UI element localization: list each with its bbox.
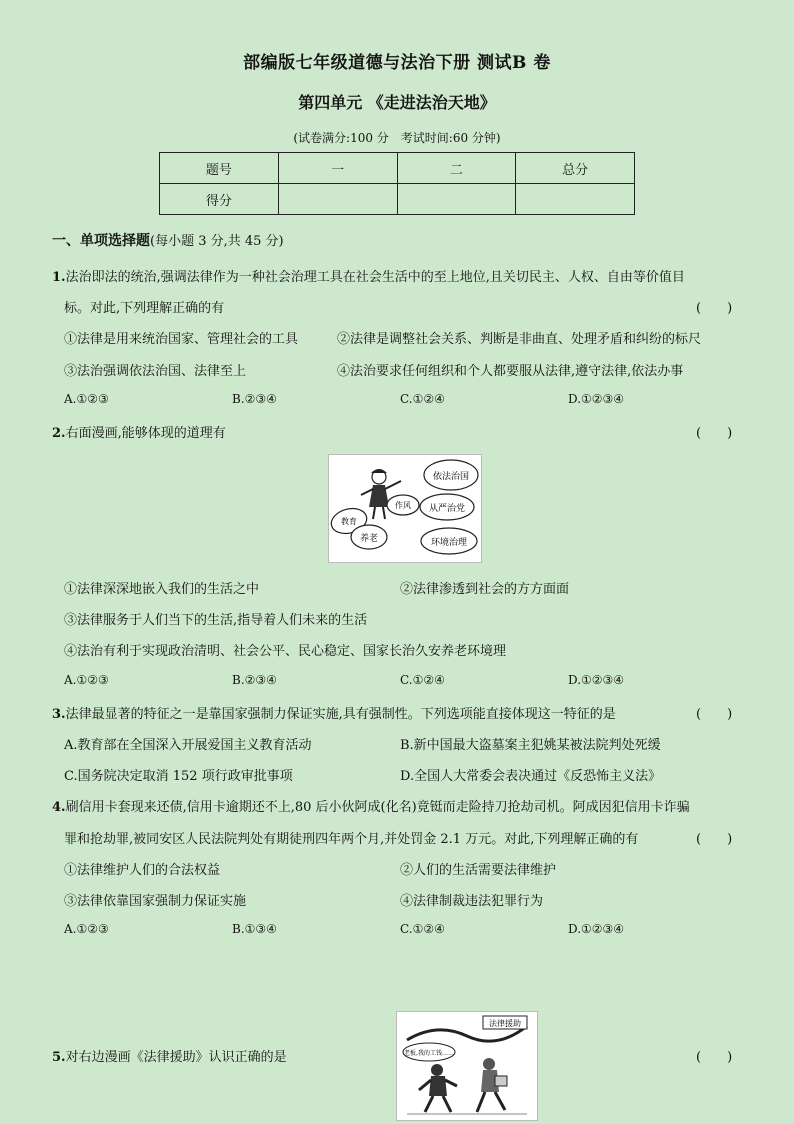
cartoon-legal-aid [396,1011,538,1121]
answer-blank[interactable]: ( ) [696,832,733,847]
statement-1: ①法律深深地嵌入我们的生活之中 [64,582,260,597]
question-text: 法律最显著的特征之一是靠国家强制力保证实施,具有强制性。下列选项能直接体现这一特征的是 [65,707,616,722]
bubble-text: 教育 [341,517,357,526]
option-b[interactable]: B.②③④ [232,392,277,406]
section-note: (每小题 3 分,共 45 分) [150,234,284,249]
option-b[interactable]: B.②③④ [232,673,277,687]
score-cell: 二 [397,153,516,184]
option-c[interactable]: C.①②④ [400,673,445,687]
statement-2: ②人们的生活需要法律维护 [400,863,557,878]
bubble-text: 作风 [395,501,411,510]
statement-1: ①法律是用来统治国家、管理社会的工具 [64,332,299,347]
answer-blank[interactable]: ( ) [696,426,733,441]
question-number: 3. [52,707,66,722]
option-d[interactable]: D.①②③④ [568,392,625,406]
question-4-stem-cont: 罪和抢劫罪,被同安区人民法院判处有期徒刑四年两个月,并处罚金 2.1 万元。对此,下列理解正确的有 [64,832,639,847]
question-5-stem [52,1046,287,1065]
page-title: 部编版七年级道德与法治下册 测试B 卷 [243,53,551,73]
option-a[interactable]: A.教育部在全国深入开展爱国主义教育活动 [64,738,312,753]
cartoon-illustration [397,1012,537,1120]
statement-4: ④法治有利于实现政治清明、社会公平、民心稳定、国家长治久安养老环境理 [64,644,507,659]
statement-3: ③法律依靠国家强制力保证实施 [64,894,247,909]
score-entry-cell[interactable] [397,184,516,215]
option-b[interactable]: B.①③④ [232,922,277,936]
statement-2: ②法律渗透到社会的方方面面 [400,582,570,597]
option-c[interactable]: C.①②④ [400,392,445,406]
option-c[interactable]: C.①②④ [400,922,445,936]
question-number: 2. [52,426,66,441]
speech-text: 老板,我的工钱…… [404,1050,454,1057]
question-number: 1. [52,270,66,285]
score-entry-cell[interactable] [516,184,635,215]
option-a[interactable]: A.①②③ [64,392,109,406]
section-title: 一、单项选择题 [52,233,150,249]
question-number: 5. [52,1050,66,1065]
score-table-score-row [160,184,635,215]
statement-3: ③法律服务于人们当下的生活,指导着人们未来的生活 [64,613,368,628]
question-text: 刷信用卡套现来还债,信用卡逾期还不上,80 后小伙阿成(化名)竟铤而走险持刀抢劫司机。阿成因犯信用卡诈骗 [65,800,690,815]
score-entry-cell[interactable] [278,184,397,215]
sign-text: 法律援助 [489,1019,521,1028]
option-b[interactable]: B.新中国最大盗墓案主犯姚某被法院判处死缓 [400,738,661,753]
score-cell: 得分 [160,184,279,215]
score-table [159,152,635,215]
bubble-text: 从严治党 [428,504,466,514]
option-a[interactable]: A.①②③ [64,922,109,936]
question-text: 对右边漫画《法律援助》认识正确的是 [65,1050,287,1065]
section-heading [52,230,284,250]
score-cell: 一 [278,153,397,184]
score-table-header-row [160,153,635,184]
exam-meta: (试卷满分:100 分 考试时间:60 分钟) [293,131,501,145]
question-text: 右面漫画,能够体现的道理有 [65,426,226,441]
bubble-text: 依法治国 [432,472,470,482]
answer-blank[interactable]: ( ) [696,301,733,316]
score-cell: 题号 [160,153,279,184]
option-c[interactable]: C.国务院决定取消 152 项行政审批事项 [64,769,293,784]
statement-1: ①法律维护人们的合法权益 [64,863,221,878]
statement-4: ④法治要求任何组织和个人都要服从法律,遵守法律,依法办事 [337,364,684,379]
option-d[interactable]: D.①②③④ [568,673,625,687]
question-2-stem [52,422,226,441]
bubble-text: 环境治理 [430,538,468,548]
question-4-stem [52,796,690,815]
cartoon-rule-of-law [328,454,482,563]
question-text: 法治即法的统治,强调法律作为一种社会治理工具在社会生活中的至上地位,且关切民主、人权、自由等价值目 [65,270,685,285]
bubble-text: 养老 [359,534,379,544]
question-1-stem [52,266,685,285]
question-number: 4. [52,800,66,815]
unit-subtitle: 第四单元 《走进法治天地》 [298,93,496,112]
statement-2: ②法律是调整社会关系、判断是非曲直、处理矛盾和纠纷的标尺 [337,332,702,347]
option-d[interactable]: D.①②③④ [568,922,625,936]
answer-blank[interactable]: ( ) [696,1050,733,1065]
question-3-stem [52,703,616,722]
question-1-stem-cont: 标。对此,下列理解正确的有 [64,301,225,316]
score-cell: 总分 [516,153,635,184]
statement-3: ③法治强调依法治国、法律至上 [64,364,247,379]
option-d[interactable]: D.全国人大常委会表决通过《反恐怖主义法》 [400,769,662,784]
cartoon-illustration [329,455,481,562]
answer-blank[interactable]: ( ) [696,707,733,722]
option-a[interactable]: A.①②③ [64,673,109,687]
statement-4: ④法律制裁违法犯罪行为 [400,894,544,909]
